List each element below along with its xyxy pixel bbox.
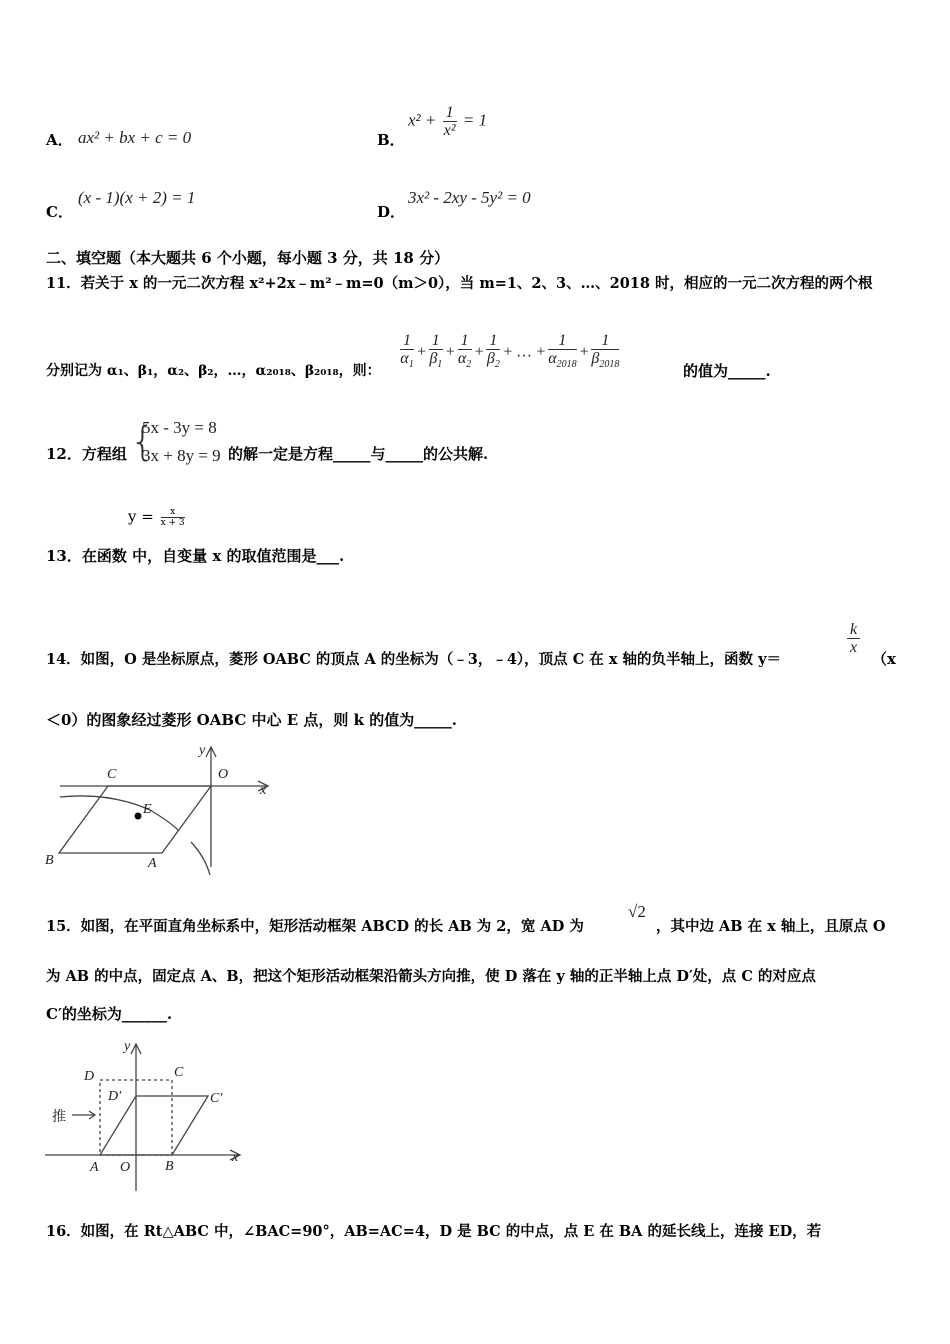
- q11-sum-expression: $\frac{1}{\alpha_1}$ + $\frac{1}{\beta_1}$ + $\frac{1}{\alpha_2}$ + $\frac{1}{\beta_2}$ + … + $\frac{1}{\alpha_{2018}}$ + $\frac{1}{\beta_{2018}}$: [400, 332, 620, 371]
- q15-label-push: 推: [52, 1109, 66, 1125]
- q15-label-y: y: [124, 1039, 131, 1054]
- q15-label-x: x: [232, 1150, 239, 1165]
- q14-label-y: y: [199, 743, 206, 758]
- q14-label-c: C: [107, 767, 117, 782]
- q15-label-d: D: [84, 1069, 95, 1084]
- q15-sqrt: √2: [628, 902, 646, 921]
- q14-line1-end: （x: [872, 650, 896, 668]
- option-c-label: C．: [46, 203, 73, 221]
- q14-label-b: B: [45, 853, 54, 868]
- q15-label-c: C: [174, 1065, 184, 1080]
- q11-line2-suffix: 的值为_____.: [683, 362, 771, 380]
- q12-eq1: 5x - 3y = 8: [142, 418, 217, 437]
- q13-text: 13．在函数 中，自变量 x 的取值范围是___.: [46, 547, 345, 565]
- q15-label-a: A: [90, 1160, 99, 1175]
- option-c-equation: (x - 1)(x + 2) = 1: [78, 188, 196, 207]
- option-b-label: B．: [377, 131, 405, 149]
- q15-line3: C′的坐标为______.: [46, 1005, 173, 1023]
- q12-prefix: 12．方程组: [46, 445, 127, 463]
- q12-eq2: 3x + 8y = 9: [142, 446, 221, 465]
- q15-line2: 为 AB 的中点，固定点 A、B，把这个矩形活动框架沿箭头方向推，使 D 落在 y 轴的正半轴上点 D′处，点 C 的对应点: [46, 968, 816, 985]
- q15-label-o: O: [120, 1160, 131, 1175]
- q12-suffix: 的解一定是方程_____与_____的公共解.: [228, 445, 489, 463]
- q14-line2: ＜0）的图象经过菱形 OABC 中心 E 点，则 k 的值为_____.: [46, 711, 457, 729]
- option-d-equation: 3x² - 2xy - 5y² = 0: [408, 188, 531, 207]
- q15-label-b: B: [165, 1159, 174, 1174]
- q14-label-a: A: [148, 856, 157, 871]
- q15-line1-a: 15．如图，在平面直角坐标系中，矩形活动框架 ABCD 的长 AB 为 2，宽 AD 为: [46, 918, 584, 935]
- q12-brace: {: [130, 419, 156, 465]
- option-a-equation: ax² + bx + c = 0: [78, 128, 192, 147]
- q14-label-o: O: [218, 767, 229, 782]
- q14-point-e: [135, 813, 142, 820]
- q13-function: y = $\frac{x}{x + 3}$: [128, 507, 185, 528]
- q14-label-e: E: [143, 802, 152, 817]
- q14-label-x: x: [260, 783, 267, 798]
- section-title: 二、填空题（本大题共 6 个小题，每小题 3 分，共 18 分）: [46, 249, 450, 267]
- q11-line2-prefix: 分别记为 α₁、β₁，α₂、β₂，…，α₂₀₁₈、β₂₀₁₈，则：: [46, 363, 381, 379]
- q15-figure: [40, 1036, 260, 1196]
- q15-label-cprime: C′: [210, 1091, 223, 1106]
- q16-text: 16．如图，在 Rt△ABC 中，∠BAC=90°，AB=AC=4，D 是 BC 的中点，点 E 在 BA 的延长线上，连接 ED，若: [46, 1223, 822, 1240]
- q14-figure: [40, 742, 280, 882]
- option-d-label: D．: [377, 203, 406, 221]
- q11-line1: 11．若关于 x 的一元二次方程 x²+2x﹣m²﹣m=0（m＞0），当 m=1、2、3、…、2018 时，相应的一元二次方程的两个根: [46, 275, 873, 292]
- option-a-label: A．: [46, 131, 73, 149]
- option-b-equation: x² + $\frac{1}{\text{x²}}$ = 1: [408, 104, 488, 139]
- q15-line1-b: ，其中边 AB 在 x 轴上，且原点 O: [656, 918, 886, 935]
- q15-label-dprime: D′: [108, 1089, 122, 1104]
- q14-fraction: $\frac{k}{x}$: [845, 621, 862, 656]
- q14-line1: 14．如图，O 是坐标原点，菱形 OABC 的顶点 A 的坐标为（﹣3，﹣4），顶点 C 在 x 轴的负半轴上，函数 y＝: [46, 651, 782, 668]
